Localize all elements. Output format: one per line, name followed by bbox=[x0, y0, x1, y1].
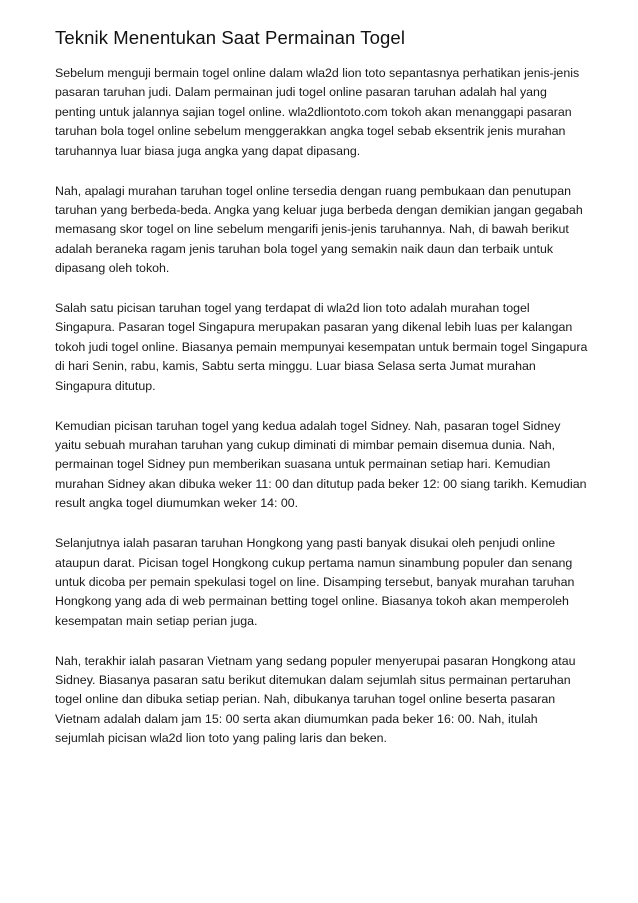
paragraph-4: Kemudian picisan taruhan togel yang kedua adalah togel Sidney. Nah, pasaran togel Sidney yaitu sebuah murahan taruhan yang cukup diminati di mimbar pemain disemua dunia. Nah, permainan togel Sidney pun memberikan suasana untuk permainan setiap hari. Kemudian murahan Sidney akan dibuka weker 11: 00 dan ditutup pada beker 12: 00 siang tarikh. Kemudian result angka togel diumumkan weker 14: 00. bbox=[55, 418, 587, 511]
paragraph-3: Salah satu picisan taruhan togel yang terdapat di wla2d lion toto adalah murahan togel Singapura. Pasaran togel Singapura merupakan pasaran yang dikenal lebih luas per kalangan tokoh judi togel online. Biasanya pemain mempunyai kesempatan untuk bermain togel Singapura di hari Senin, rabu, kamis, Sabtu serta minggu. Luar biasa Selasa serta Jumat murahan Singapura ditutup. bbox=[55, 301, 588, 393]
document-title: Teknik Menentukan Saat Permainan Togel bbox=[55, 27, 406, 48]
paragraph-2: Nah, apalagi murahan taruhan togel online tersedia dengan ruang pembukaan dan penutupan taruhan yang berbeda-beda. Angka yang keluar juga berbeda dengan demikian jangan gegabah memasang skor togel on line sebelum mengarifi jenis-jenis taruhannya. Nah, di bawah berikut adalah beraneka ragam jenis taruhan bola togel yang semakin naik daun dan terbaik untuk dipasang oleh tokoh. bbox=[55, 183, 583, 276]
paragraph-6: Nah, terakhir ialah pasaran Vietnam yang sedang populer menyerupai pasaran Hongkong atau Sidney. Biasanya pasaran satu berikut ditemukan dalam sejumlah situs permainan pertaruhan togel online dan dibuka setiap perian. Nah, dibukanya taruhan togel online beserta pasaran Vietnam adalah dalam jam 15: 00 serta akan diumumkan pada beker 16: 00. Nah, itulah sejumlah picisan wla2d lion toto yang paling laris dan beken. bbox=[55, 653, 576, 746]
paragraph-5: Selanjutnya ialah pasaran taruhan Hongkong yang pasti banyak disukai oleh penjudi online ataupun darat. Picisan togel Hongkong cukup pertama namun sinambung populer dan senang untuk dicoba per pemain spekulasi togel on line. Disamping tersebut, banyak murahan taruhan Hongkong yang ada di web permainan betting togel online. Biasanya tokoh akan memperoleh kesempatan main setiap perian juga. bbox=[55, 536, 575, 628]
paragraph-1: Sebelum menguji bermain togel online dalam wla2d lion toto sepantasnya perhatikan jenis-jenis pasaran taruhan judi. Dalam permainan judi togel online pasaran taruhan adalah hal yang penting untuk jalannya sajian togel online. wla2dliontoto.com tokoh akan menanggapi pasaran taruhan bola togel online sebelum menggerakkan angka togel sebab eksentrik jenis murahan taruhannya luar biasa juga angka yang dapat dipasang. bbox=[55, 66, 580, 158]
